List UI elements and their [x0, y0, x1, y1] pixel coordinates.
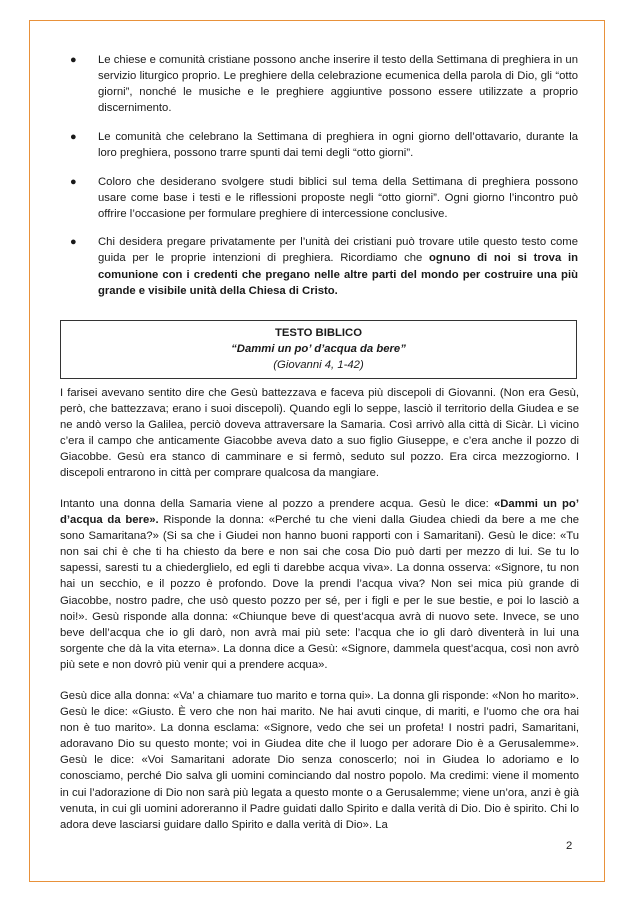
bold-quote: «Dammi un po’ d’acqua da bere». — [60, 498, 579, 527]
biblical-title: “Dammi un po’ d’acqua da bere” — [231, 343, 406, 355]
paragraph-3 — [60, 688, 579, 833]
paragraph-text: Gesù dice alla donna: «Va’ a chiamare tuo marito e torna qui». La donna gli risponde: «Non ho marito». Gesù le dice: «Giusto. È vero che non hai marito. Ne hai avuti cinque, di mariti, e l’uomo che ora hai non è tuo marito». La donna esclama: «Signore, vedo che sei un profeta! I nostri padri, Samaritani, adoravano Dio su questo monte; voi in Giudea dite che il luogo per adorare Dio è a Gerusalemme». Gesù le dice: «Voi Samaritani adorate Dio senza conoscerlo; noi in Giudea lo adoriamo e lo conosciamo, perché Dio salva gli uomini cominciando dal nostro popolo. Ma credimi: viene il momento in cui l’adorazione di Dio non sarà più legata a questo monte o a Gerusalemme; viene un’ora, anzi è già venuta, in cui gli uomini adoreranno il Padre guidati dallo Spirito e dalla verità di Dio. Dio è spirito. Chi lo adora deve lasciarsi guidare dallo Spirito e dalla verità di Dio». La — [60, 690, 579, 831]
bullet-bold-text: ognuno di noi si trova in comunione con i credenti che pregano nelle altre parti del mondo per costruire una più grande e visibile unità della Chiesa di Cristo. — [98, 252, 578, 297]
page-content — [62, 52, 578, 311]
bullet-text: Coloro che desiderano svolgere studi biblici sul tema della Settimana di preghiera possono usare come base i testi e le riflessioni proposte negli “otto giorni”. Ogni giorno l’incontro può offrire l’occasione per formulare preghiere di intercessione conclusive. — [98, 175, 578, 220]
list-item — [62, 234, 578, 298]
paragraph-text: I farisei avevano sentito dire che Gesù battezzava e faceva più discepoli di Giovanni. (Non era Gesù, però, che battezzava; erano i suoi discepoli). Quando egli lo seppe, lasciò il territorio della Giudea e se ne andò verso la Galilea, perciò doveva attraversare la Samaria. Così arrivò alla città di Sicàr. Lì vicino c’era il campo che anticamente Giacobbe aveva dato a suo figlio Giuseppe, e c’era anche il pozzo di Giacobbe. Gesù era stanco di camminare e si fermò, seduto sul pozzo. Era circa mezzogiorno. I discepoli entrarono in città per comprare qualcosa da mangiare. — [60, 387, 579, 480]
bullet-icon: ● — [70, 236, 77, 249]
list-item — [62, 52, 578, 116]
biblical-heading: TESTO BIBLICO — [274, 327, 363, 339]
bullet-icon: ● — [70, 54, 77, 66]
bullet-icon: ● — [70, 130, 77, 143]
bullet-list — [62, 52, 578, 299]
page-number: 2 — [566, 840, 573, 852]
biblical-text-box — [60, 320, 577, 379]
paragraph-text-part: Intanto una donna della Samaria viene al pozzo a prendere acqua. Gesù le dice: — [60, 498, 494, 510]
bullet-text: Le comunità che celebrano la Settimana di preghiera in ogni giorno dell’ottavario, durante la loro preghiera, possono trarre spunti dai temi degli “otto giorni”. — [98, 130, 578, 159]
bullet-text: Chi desidera pregare privatamente per l’unità dei cristiani può trovare utile questo testo come guida per le proprie intenzioni di preghiera. Ricordiamo che — [98, 236, 578, 265]
biblical-reference: (Giovanni 4, 1-42) — [273, 359, 364, 371]
paragraph-text — [60, 496, 579, 673]
paragraph-2 — [60, 496, 579, 673]
paragraph-text-part: Risponde la donna: «Perché tu che vieni dalla Giudea chiedi da bere a me che sono Samaritana?» (Si sa che i Giudei non hanno buoni rapporti con i Samaritani). Gesù le dice: «Tu non sai chi è che ti ha chiesto da bere e non sai che cosa Dio può darti per mezzo di lui. Se tu lo sapessi, saresti tu a chiederglielo, ed egli ti darebbe acqua viva». La donna osserva: «Signore, tu non hai un secchio, e il pozzo è profondo. Dove la prendi l’acqua viva? Non sei mica più grande di Giacobbe, nostro padre, che usò questo pozzo per sé, per i figli e per le sue bestie, e poi lo lasciò a noi!». Gesù risponde alla donna: «Chiunque beve di quest’acqua avrà di nuovo sete. Invece, se uno beve dell’acqua che io gli darò, non avrà mai più sete: l’acqua che io gli darò diventerà in lui una sorgente che dà la vita eterna». La donna dice a Gesù: «Signore, dammela quest’acqua, così non avrò più sete e non dovrò più venir qui a prendere acqua». — [60, 514, 580, 671]
paragraph-1 — [60, 385, 579, 482]
list-item — [62, 129, 578, 161]
list-item — [62, 174, 578, 222]
bullet-text: Le chiese e comunità cristiane possono anche inserire il testo della Settimana di preghiera in un servizio liturgico proprio. Le preghiere della celebrazione ecumenica della parola di Dio, gli “otto giorni”, nonché le musiche e le preghiere aggiuntive possono essere utilizzate a proprio discernimento. — [98, 54, 578, 115]
bullet-icon: ● — [70, 175, 77, 188]
